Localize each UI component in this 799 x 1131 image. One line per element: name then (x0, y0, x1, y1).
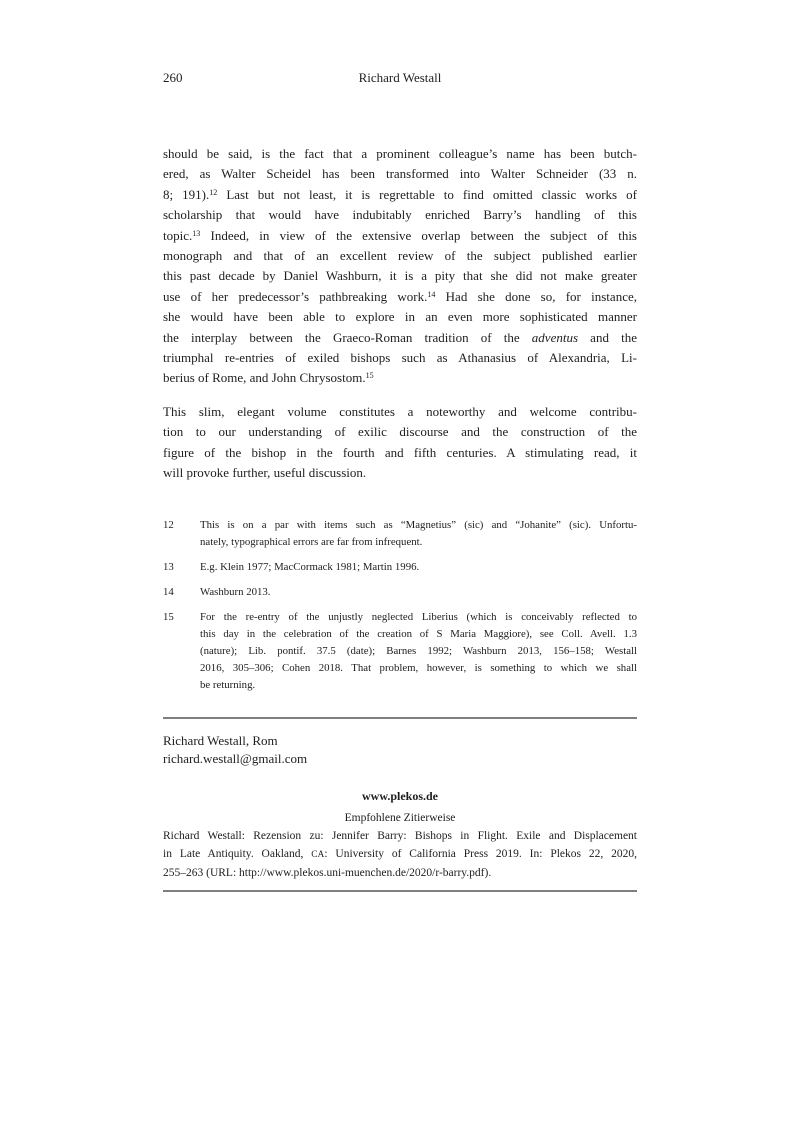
footnote-number: 12 (163, 518, 174, 531)
signature-author: Richard Westall, Rom (163, 732, 278, 748)
footnote-text: This is on a par with items such as “Magnetius” (sic) and “Johanite” (sic). Unfortu- nately, typographical errors are far from infrequent. (200, 518, 637, 548)
body-paragraph-2: This slim, elegant volume constitutes a noteworthy and welcome contribu- tion to our understanding of exilic discourse and the construction of the figure of the bishop in the fourth and fifth centuries. A stimulating read, it will provoke further, useful discussion. (163, 403, 637, 481)
citation-heading: Empfohlene Zitierweise (344, 811, 456, 824)
signature-block (163, 732, 637, 768)
journal-site-name: www.plekos.de (361, 788, 438, 803)
footnote-text: Washburn 2013. (200, 585, 271, 598)
footnote-number: 15 (163, 610, 174, 623)
footnote (163, 559, 637, 576)
signature-email: richard.westall@gmail.com (163, 750, 308, 766)
footnote (163, 584, 637, 601)
footnote-text: For the re-entry of the unjustly neglected Liberius (which is conceivably reflected to this day in the celebration of the creation of S Maria Maggiore), see Coll. Avell. 1.3 (nature); Lib. pontif. 37.5 (date); Barnes 1992; Washburn 2013, 156–158; Westall 2016, 305–306; Cohen 2018. That problem, however, is something to which we shall be returning. (200, 610, 637, 691)
page-number: 260 (163, 70, 183, 85)
footnotes-section (163, 517, 637, 694)
footnote-text: E.g. Klein 1977; MacCormack 1981; Martin 1996. (200, 560, 420, 573)
page-header (163, 70, 637, 86)
separator-rule-bottom (163, 890, 637, 892)
footnote (163, 517, 637, 551)
footnote-number: 13 (163, 560, 174, 573)
running-head: Richard Westall (358, 70, 442, 85)
text-column (163, 70, 637, 892)
footnote-number: 14 (163, 585, 174, 598)
body-paragraph-1: should be said, is the fact that a prominent colleague’s name has been butch- ered, as Walter Scheidel has been transformed into Walter Schneider (33 n. 8; 191).$^{12}$ Last but not least, it is regrettable to find omitted classic works of scholarship that would have indubitably enriched Barry’s handling of this topic.$^{13}$ Indeed, in view of the extensive overlap between the subject of this monograph and that of an excellent review of the subject published earlier this past decade by Daniel Washburn, it is a pity that she did not make greater use of her predecessor’s pathbreaking work.$^{14}$ Had she done so, for instance, she would have been able to explore in an even more sophisticated manner the interplay between the Graeco-Roman tradition of the adventus and the triumphal re-entries of exiled bishops such as Athanasius of Alexandria, Li- berius of Rome, and John Chrysostom.$^{15}$ (163, 146, 638, 386)
separator-rule-top (163, 717, 637, 719)
footnote (163, 609, 637, 694)
body-text (163, 144, 637, 484)
citation-text: Richard Westall: Rezension zu: Jennifer Barry: Bishops in Flight. Exile and Displacement in Late Antiquity. Oakland, CA: University of California Press 2019. In: Plekos 22, 2020, 255–263 (URL: http://www.plekos.uni-muenchen.de/2020/r-barry.pdf). (163, 829, 637, 879)
